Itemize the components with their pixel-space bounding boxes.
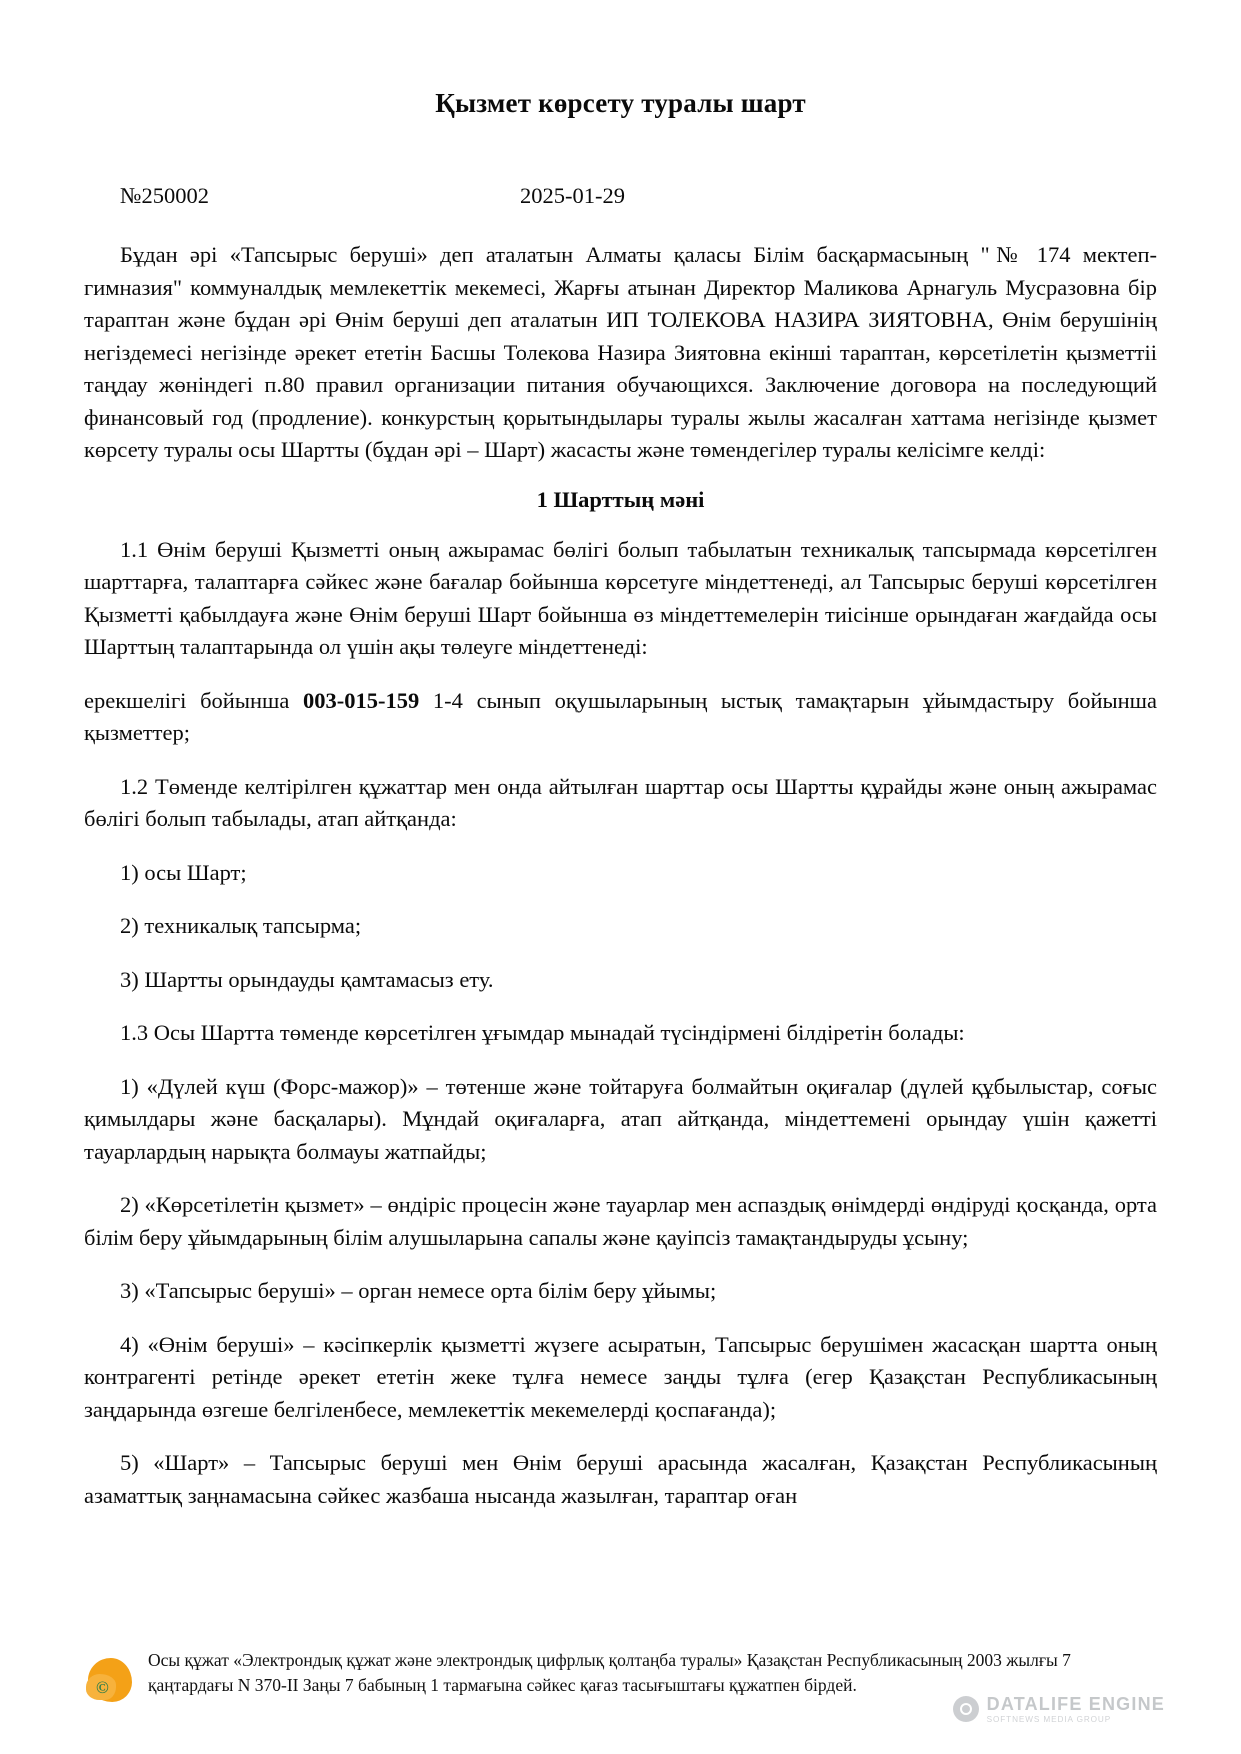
contract-date: 2025-01-29 [520,183,625,208]
intro-paragraph: Бұдан әрі «Тапсырыс беруші» деп аталатын Алматы қаласы Білім басқармасының "№ 174 мектеп-гимназия" коммуналдық мемлекеттік мекемесі, Жарғы атынан Директор Маликова Арнагуль Мусразовна бір тараптан және бұдан әрі Өнім беруші деп аталатын ИП ТОЛЕКОВА НАЗИРА ЗИЯТОВНА, Өнім берушінің негіздемесі негізінде әрекет ететін Басшы Толекова Назира Зиятовна екінші тараптан, көрсетілетін қызметтіі таңдау жөніндегі п.80 правил организации питания обучающихся. Заключение договора на последующий финансовый год (продление). конкурстың қорытындылары туралы жылы жасалған хаттама негізінде қызмет көрсету туралы осы Шартты (бұдан әрі – Шарт) жасасты және төмендегілер туралы келісімге келді: [84,242,1157,462]
watermark-subtitle: SOFTNEWS MEDIA GROUP [986,1714,1112,1724]
definition-4: 4) «Өнім беруші» – кәсіпкерлік қызметті жүзеге асыратын, Тапсырыс берушімен жасасқан шартта оның контрагенті ретінде әрекет ететін жеке тұлға немесе заңды тұлға (егер Қазақстан Республикасының заңдарында өзгеше белгіленбесе, мемлекеттік мекемелерді қоспағанда); [84,1331,1157,1422]
lot-code: 003-015-159 [303,687,420,713]
list-item-3: 3) Шартты орындауды қамтамасыз ету. [120,966,494,992]
watermark-title: DATALIFE ENGINE [986,1693,1165,1714]
section-heading-1: 1 Шарттың мәні [536,486,705,512]
watermark-logo-icon [953,1696,979,1722]
definition-2: 2) «Көрсетілетін қызмет» – өндіріс процесін және тауарлар мен аспаздық өнімдерді өндіруді қосқанда, орта білім беру ұйымдарының білім алушыларына сапалы және қауіпсіз тамақтандыруды ұсыну; [84,1192,1157,1250]
list-item-1: 1) осы Шарт; [120,859,247,885]
clause-1-1: 1.1 Өнім беруші Қызметті оның ажырамас бөлігі болып табылатын техникалық тапсырмада көрсетілген шарттарға, талаптарға сәйкес және бағалар бойынша көрсетуге міндеттенеді, ал Тапсырыс беруші көрсетілген Қызметті қабылдауға және Өнім беруші Шарт бойынша өз міндеттемелерін тиісінше орындаған жағдайда осы Шарттың талаптарында ол үшін ақы төлеуге міндеттенеді: [84,536,1157,659]
lot-line [84,685,1157,750]
clause-1-2: 1.2 Төменде келтірілген құжаттар мен онда айтылған шарттар осы Шартты құрайды және оның ажырамас бөлігі болып табылады, атап айтқанда: [84,773,1157,831]
clause-1-3: 1.3 Осы Шартта төменде көрсетілген ұғымдар мынадай түсіндірмені білдіретін болады: [120,1020,965,1045]
definition-1: 1) «Дүлей күш (Форс-мажор)» – төтенше және тойтаруға болмайтын оқиғалар (дүлей құбылыстар, соғыс қимылдары және басқалары). Мұндай оқиғаларға, атап айтқанда, міндеттемені орындау үшін қажетті тауарлардың нарықта болмауы жатпайды; [84,1073,1157,1164]
watermark [953,1695,1165,1724]
signature-note-text: Осы құжат «Электрондық құжат және электрондық цифрлық қолтаңба туралы» Қазақстан Республикасының 2003 жылғы 7 қаңтардағы N 370-II Заңы 7 бабының 1 тармағына сәйкес қағаз тасығыштағы құжатпен бірдей. [148,1650,1071,1696]
document-meta [84,183,1157,209]
list-item-2: 2) техникалық тапсырма; [120,913,362,938]
lot-line-suffix: 1-4 сынып оқушыларының ыстық тамақтарын ұйымдастыру бойынша қызметтер; [84,687,1157,745]
lot-line-prefix: ерекшелігі бойынша [84,687,303,713]
signature-stamp-icon: © [84,1656,136,1708]
page-title: Қызмет көрсету туралы шарт [435,88,806,118]
definition-5: 5) «Шарт» – Тапсырыс беруші мен Өнім беруші арасында жасалған, Қазақстан Республикасының азаматтық заңнамасына сәйкес жазбаша нысанда жазылған, тараптар оған [84,1450,1157,1508]
contract-number: №250002 [120,183,209,208]
definition-3: 3) «Тапсырыс беруші» – орган немесе орта білім беру ұйымы; [120,1278,717,1303]
